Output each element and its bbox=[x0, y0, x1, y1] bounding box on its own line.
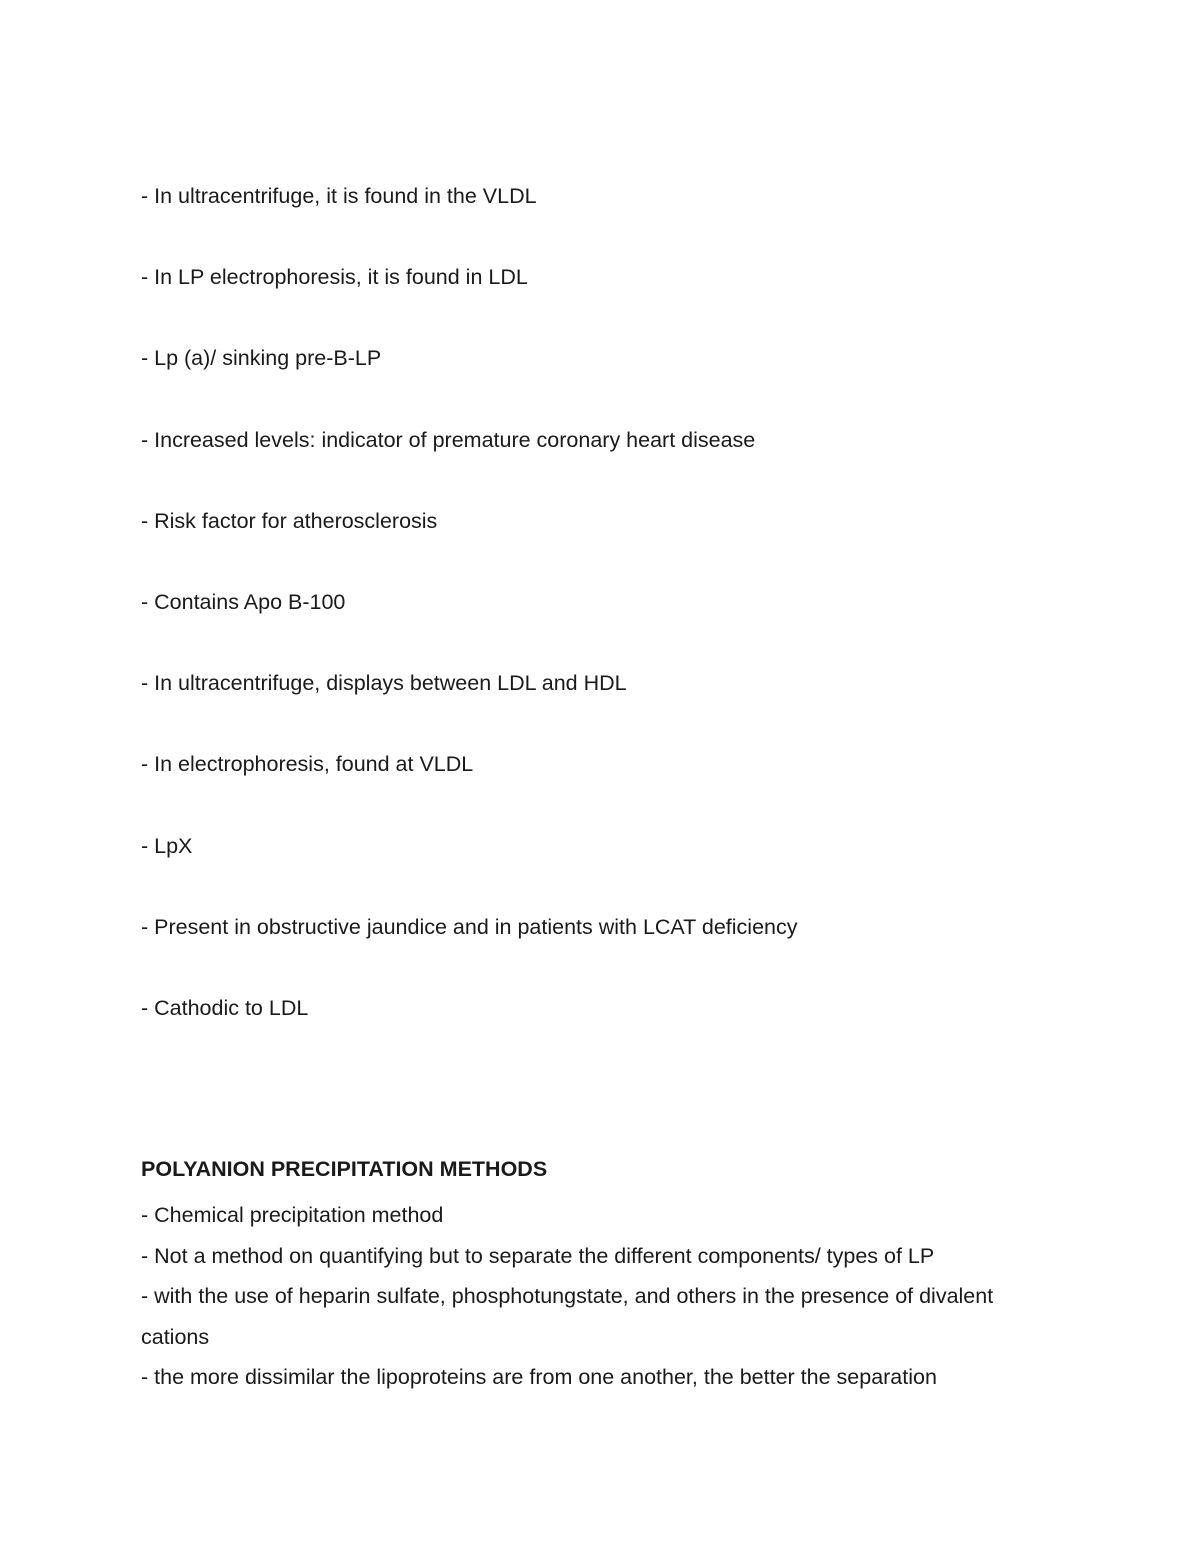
list-item: - In ultracentrifuge, it is found in the VLDL bbox=[141, 184, 537, 208]
list-item: - Not a method on quantifying but to separate the different components/ types of LP bbox=[141, 1243, 935, 1268]
list-item: - In electrophoresis, found at VLDL bbox=[141, 752, 474, 777]
list-item: - Lp (a)/ sinking pre-B-LP bbox=[141, 346, 382, 371]
list-item: - Increased levels: indicator of premature coronary heart disease bbox=[141, 427, 756, 452]
polyanion-notes-list bbox=[141, 1195, 1041, 1398]
list-item: - Cathodic to LDL bbox=[141, 995, 309, 1020]
list-item: - In LP electrophoresis, it is found in LDL bbox=[141, 265, 528, 290]
section-heading: POLYANION PRECIPITATION METHODS bbox=[141, 1157, 548, 1181]
list-item: - with the use of heparin sulfate, phosphotungstate, and others in the presence of divalent cations bbox=[141, 1284, 994, 1349]
list-item: - the more dissimilar the lipoproteins are from one another, the better the separation bbox=[141, 1365, 937, 1389]
list-item: - LpX bbox=[141, 833, 193, 858]
list-item: - In ultracentrifuge, displays between LDL and HDL bbox=[141, 671, 627, 696]
list-item: - Chemical precipitation method bbox=[141, 1203, 444, 1227]
list-item: - Risk factor for atherosclerosis bbox=[141, 508, 438, 533]
list-item: - Contains Apo B-100 bbox=[141, 589, 346, 614]
polyanion-section bbox=[141, 1155, 1041, 1398]
list-item: - Present in obstructive jaundice and in patients with LCAT deficiency bbox=[141, 914, 798, 939]
lipoprotein-notes-list bbox=[141, 182, 1101, 1075]
